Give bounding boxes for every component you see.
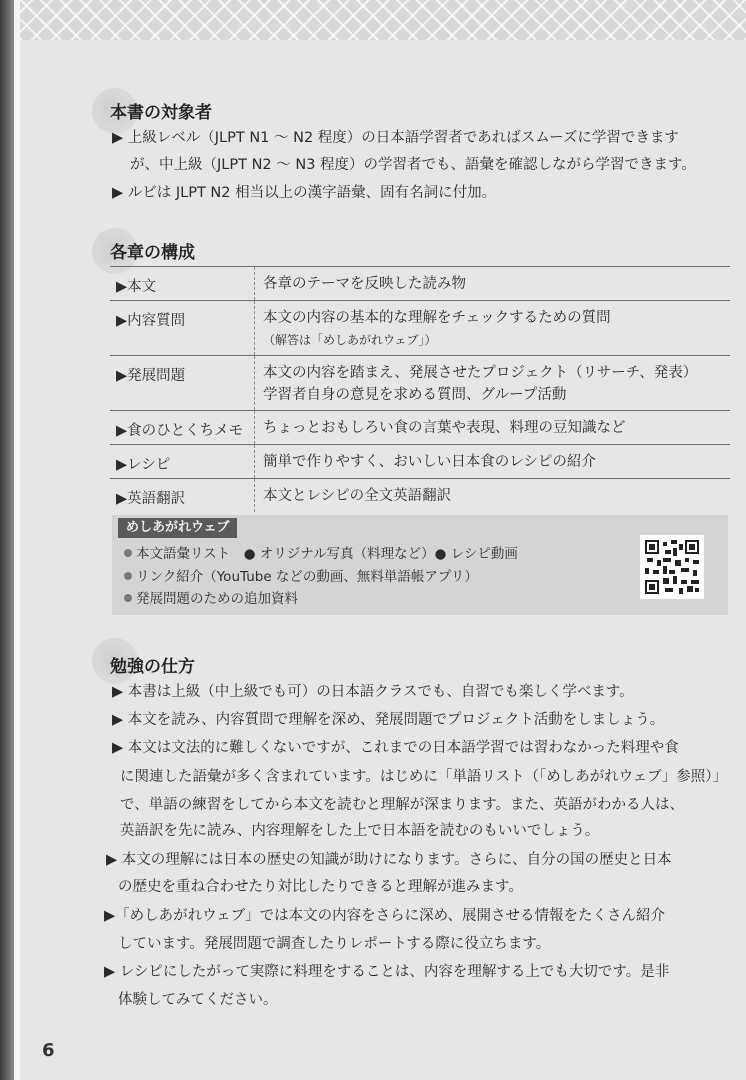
row-description-text: 本文とレシピの全文英語翻訳 (263, 488, 452, 504)
web-list-item (124, 568, 478, 586)
section-title-how-to-study: 勉強の仕方 (110, 657, 195, 677)
row-label: ▶食のひとくちメモ (110, 411, 255, 444)
bullet-dot-icon (124, 572, 132, 580)
page-binding-shadow (0, 0, 14, 1080)
row-description (255, 479, 730, 512)
row-description (255, 267, 730, 300)
study-line: ▶ 本文の理解には日本の歴史の知識が助けになります。さらに、自分の国の歴史と日本 (106, 852, 672, 868)
study-line: に関連した語彙が多く含まれています。はじめに「単語リスト（「めしあがれウェブ」参照）」 (120, 769, 727, 785)
study-line: の歴史を重ね合わせたり対比したりできると理解が進みます。 (118, 879, 523, 895)
web-box-tag: めしあがれウェブ (118, 518, 237, 538)
audience-line-1: ▶ 上級レベル（JLPT N1 ～ N2 程度）の日本語学習者であればスムーズに学習できます (112, 130, 679, 146)
row-description-text: 学習者自身の意見を求める質問、グループ活動 (263, 387, 567, 403)
row-description (255, 356, 730, 410)
audience-line-3: ▶ ルビは JLPT N2 相当以上の漢字語彙、固有名詞に付加。 (112, 185, 497, 201)
row-description (255, 301, 730, 355)
row-description-text: ちょっとおもしろい食の言葉や表現、料理の豆知識など (263, 420, 626, 436)
table-row (110, 411, 730, 445)
table-row (110, 267, 730, 301)
study-line: で、単語の練習をしてから本文を読むと理解が深まります。また、英語がわかる人は、 (120, 797, 685, 813)
study-line: ▶「めしあがれウェブ」では本文の内容をさらに深め、展開させる情報をたくさん紹介 (104, 908, 665, 924)
table-row (110, 445, 730, 479)
study-line: 体験してみてください。 (118, 992, 278, 1008)
web-list-text: リンク紹介（YouTube などの動画、無料単語帳アプリ） (136, 569, 478, 585)
page-number: 6 (42, 1040, 55, 1061)
study-line: 英語訳を先に読み、内容理解をした上で日本語を読むのもいいでしょう。 (120, 823, 600, 839)
section-title-chapter-structure: 各章の構成 (110, 243, 195, 263)
row-label: ▶発展問題 (110, 356, 255, 410)
bullet-dot-icon (124, 549, 132, 557)
web-list-item (124, 545, 518, 563)
bullet-dot-icon (124, 594, 132, 602)
row-label: ▶本文 (110, 267, 255, 300)
study-line: ▶ 本文は文法的に難しくないですが、これまでの日本語学習では習わなかった料理や食 (112, 740, 679, 756)
web-list-item (124, 590, 298, 608)
table-row (110, 356, 730, 411)
top-decorative-band (0, 0, 746, 40)
table-row (110, 479, 730, 512)
study-line: ▶ レシピにしたがって実際に料理をすることは、内容を理解する上でも大切です。是非 (104, 964, 670, 980)
audience-line-2: が、中上級（JLPT N2 ～ N3 程度）の学習者でも、語彙を確認しながら学習できます。 (130, 157, 696, 173)
study-line: しています。発展問題で調査したりレポートする際に役立ちます。 (118, 936, 551, 952)
study-line: ▶ 本書は上級（中上級でも可）の日本語クラスでも、自習でも楽しく学べます。 (112, 684, 634, 700)
section-title-target-audience: 本書の対象者 (110, 103, 212, 123)
row-description (255, 411, 730, 444)
table-row (110, 301, 730, 356)
row-description-text: 本文の内容を踏まえ、発展させたプロジェクト（リサーチ、発表） (263, 365, 698, 381)
web-list-text: 発展問題のための追加資料 (136, 591, 298, 607)
study-line: ▶ 本文を読み、内容質問で理解を深め、発展問題でプロジェクト活動をしましょう。 (112, 712, 665, 728)
chapter-structure-table (110, 266, 730, 512)
row-description-text: 本文の内容の基本的な理解をチェックするための質問 (263, 310, 611, 326)
row-label: ▶英語翻訳 (110, 479, 255, 512)
row-label: ▶レシピ (110, 445, 255, 478)
page-edge (14, 0, 20, 1080)
row-description-text: 簡単で作りやすく、おいしい日本食のレシピの紹介 (263, 454, 596, 470)
row-description-note: （解答は「めしあがれウェブ」） (263, 333, 437, 347)
row-label: ▶内容質問 (110, 301, 255, 355)
row-description-text: 各章のテーマを反映した読み物 (263, 276, 466, 292)
qr-code-icon[interactable] (640, 535, 704, 599)
web-list-text: 本文語彙リスト ● オリジナル写真（料理など）● レシピ動画 (136, 546, 518, 562)
row-description (255, 445, 730, 478)
